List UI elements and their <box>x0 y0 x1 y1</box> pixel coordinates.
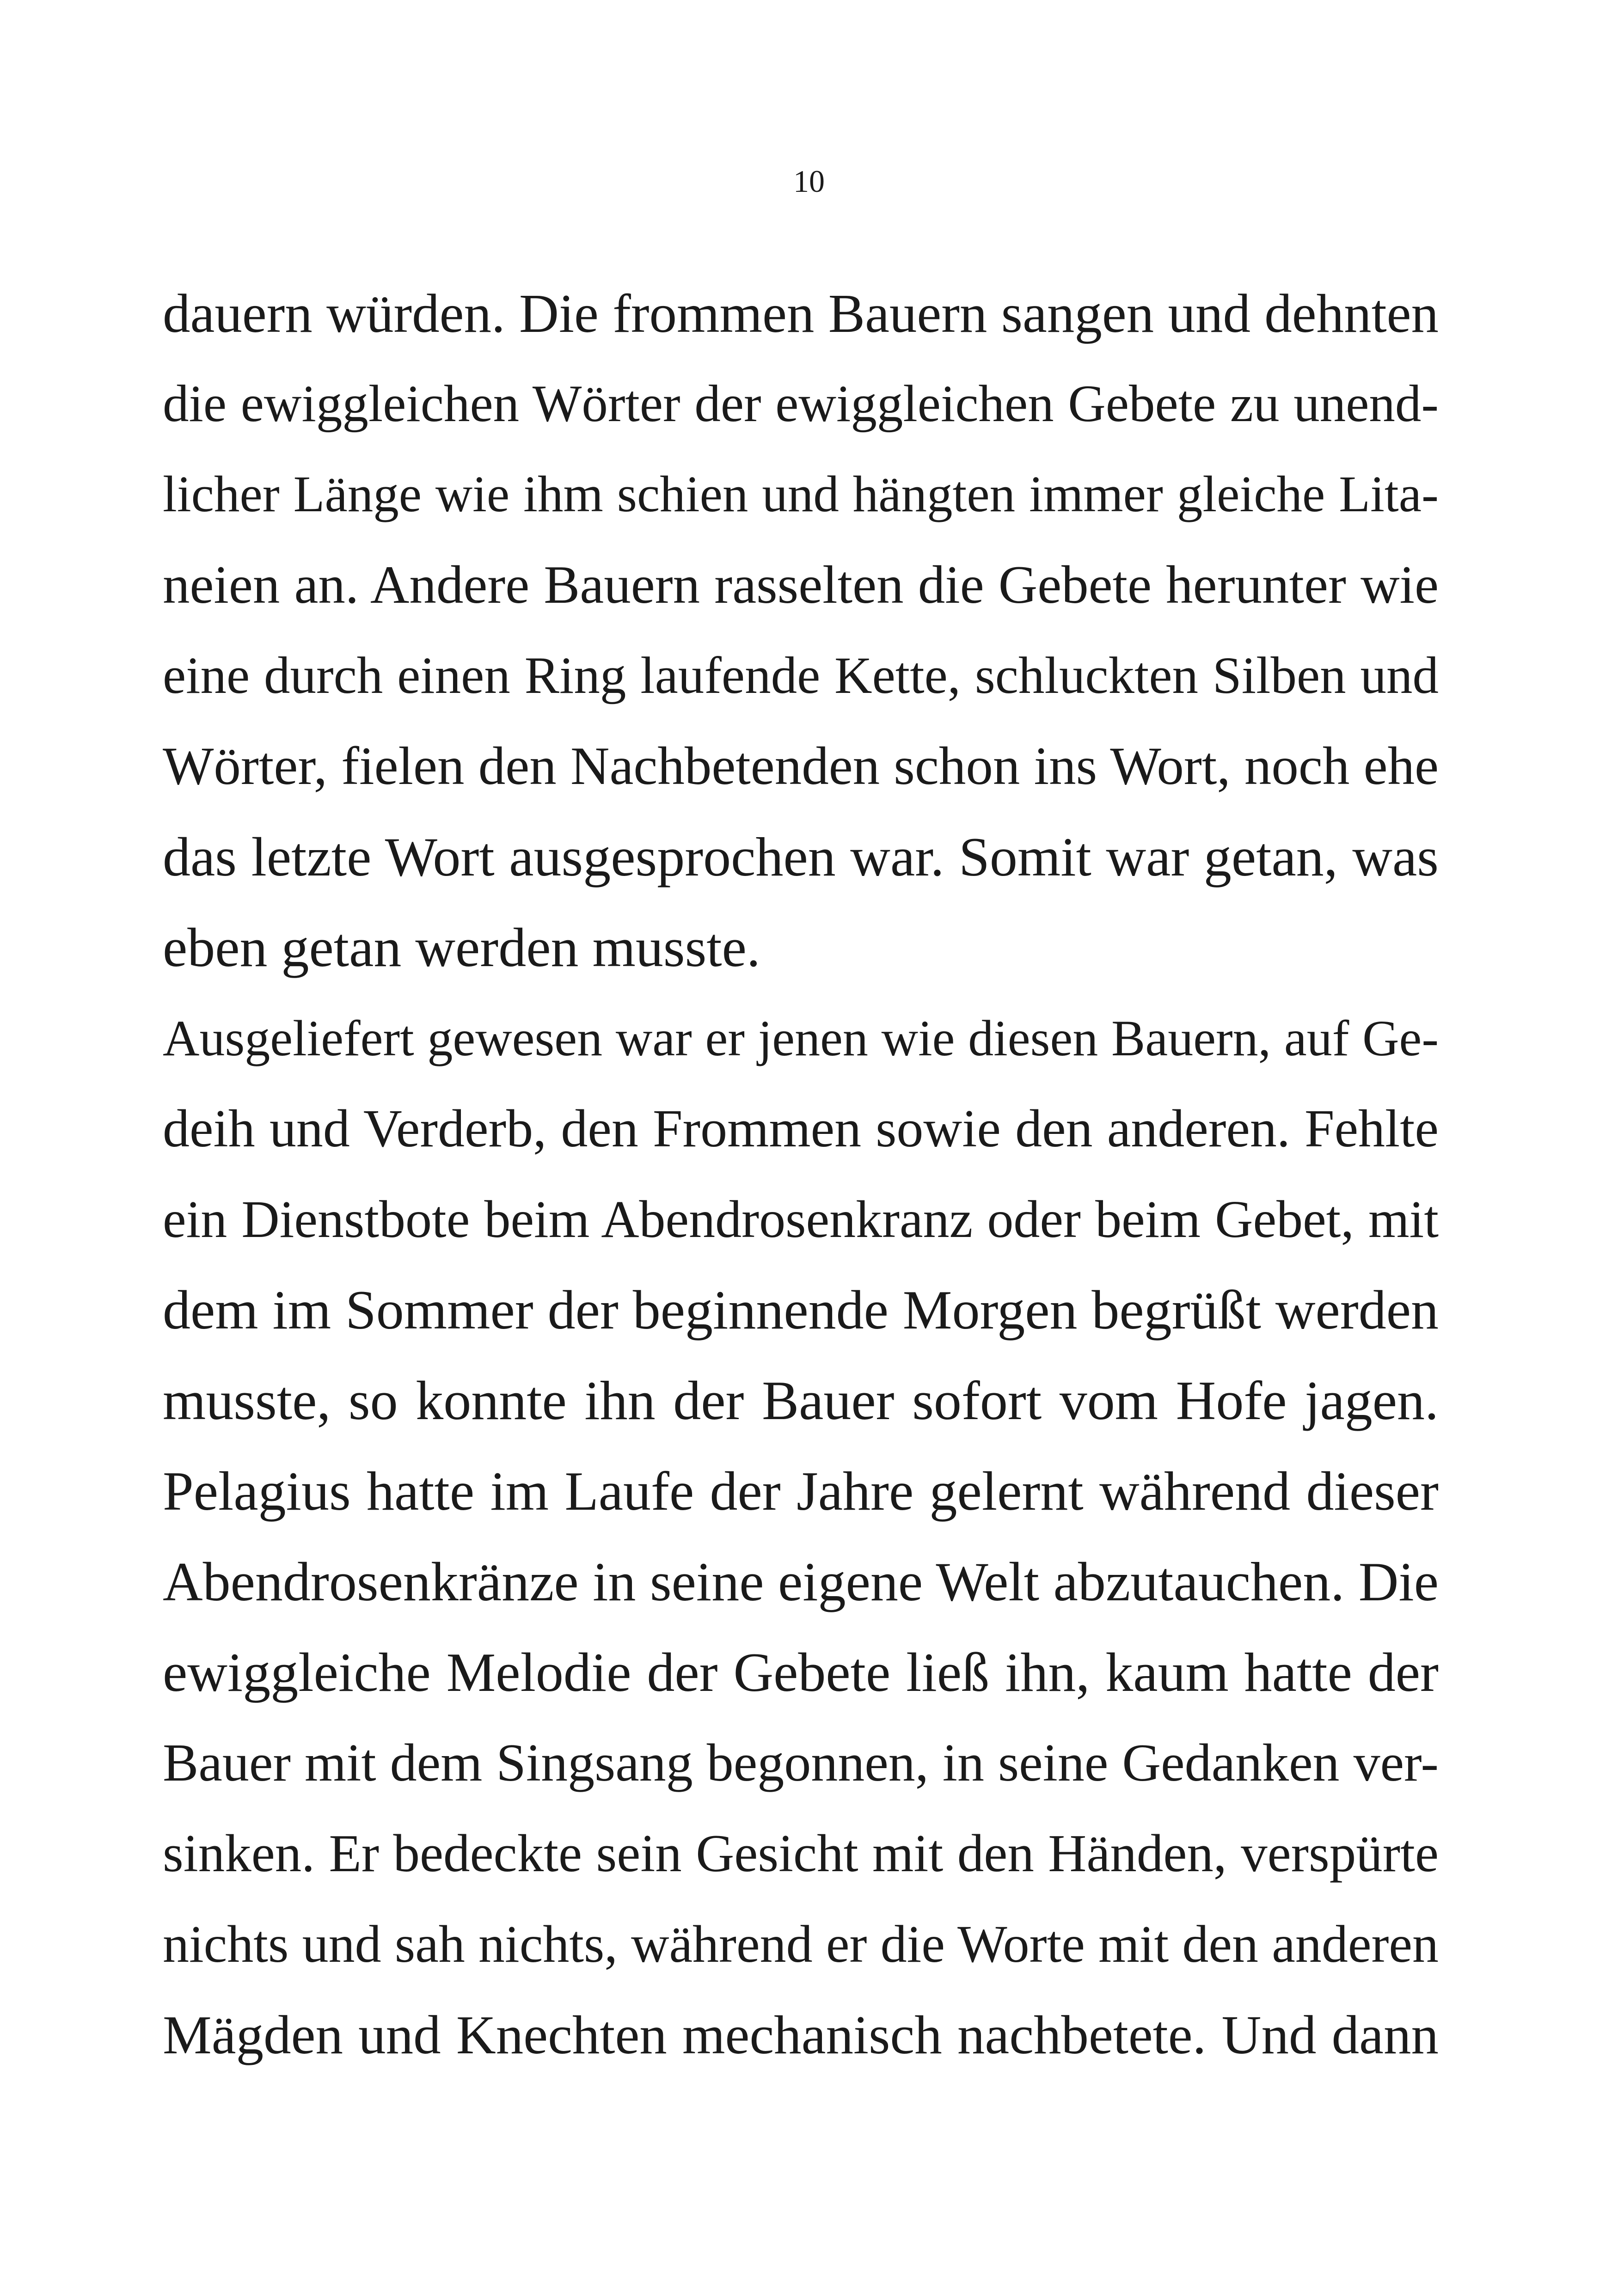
text-line: die ewiggleichen Wörter der ewiggleichen Gebete zu unend- <box>163 375 1439 433</box>
text-line: deih und Verderb, den Frommen sowie den anderen. Fehlte <box>163 1099 1439 1158</box>
text-line: Abendrosenkränze in seine eigene Welt abzutauchen. Die <box>163 1551 1439 1612</box>
text-line: dauern würden. Die frommen Bauern sangen und dehnten <box>163 283 1439 344</box>
text-line: dem im Sommer der beginnende Morgen begrüßt werden <box>163 1279 1439 1341</box>
body-text <box>163 268 1439 2080</box>
text-line: licher Länge wie ihm schien und hängten immer gleiche Lita- <box>163 466 1439 523</box>
text-line: Bauer mit dem Singsang begonnen, in seine Gedanken ver- <box>163 1733 1439 1793</box>
text-line: musste, so konnte ihn der Bauer sofort vom Hofe jagen. <box>163 1370 1439 1431</box>
text-line: Mägden und Knechten mechanisch nachbetete. Und dann <box>163 2004 1439 2065</box>
text-line: eben getan werden musste. <box>163 917 760 978</box>
text-line: sinken. Er bedeckte sein Gesicht mit den Händen, verspürte <box>163 1824 1439 1883</box>
text-line: Pelagius hatte im Laufe der Jahre gelernt während dieser <box>163 1460 1439 1522</box>
text-line: das letzte Wort ausgesprochen war. Somit war getan, was <box>163 826 1439 888</box>
text-line: ein Dienstbote beim Abendrosenkranz oder beim Gebet, mit <box>163 1190 1439 1249</box>
text-line: ewiggleiche Melodie der Gebete ließ ihn, kaum hatte der <box>163 1641 1439 1703</box>
text-line: eine durch einen Ring laufende Kette, schluckten Silben und <box>163 647 1439 704</box>
text-line: nichts und sah nichts, während er die Worte mit den anderen <box>163 1915 1439 1973</box>
page-number: 10 <box>793 164 825 199</box>
text-line: neien an. Andere Bauern rasselten die Gebete herunter wie <box>163 555 1439 615</box>
text-line: Ausgeliefert gewesen war er jenen wie diesen Bauern, auf Ge- <box>163 1010 1439 1066</box>
text-line: Wörter, fielen den Nachbetenden schon ins Wort, noch ehe <box>163 736 1439 796</box>
